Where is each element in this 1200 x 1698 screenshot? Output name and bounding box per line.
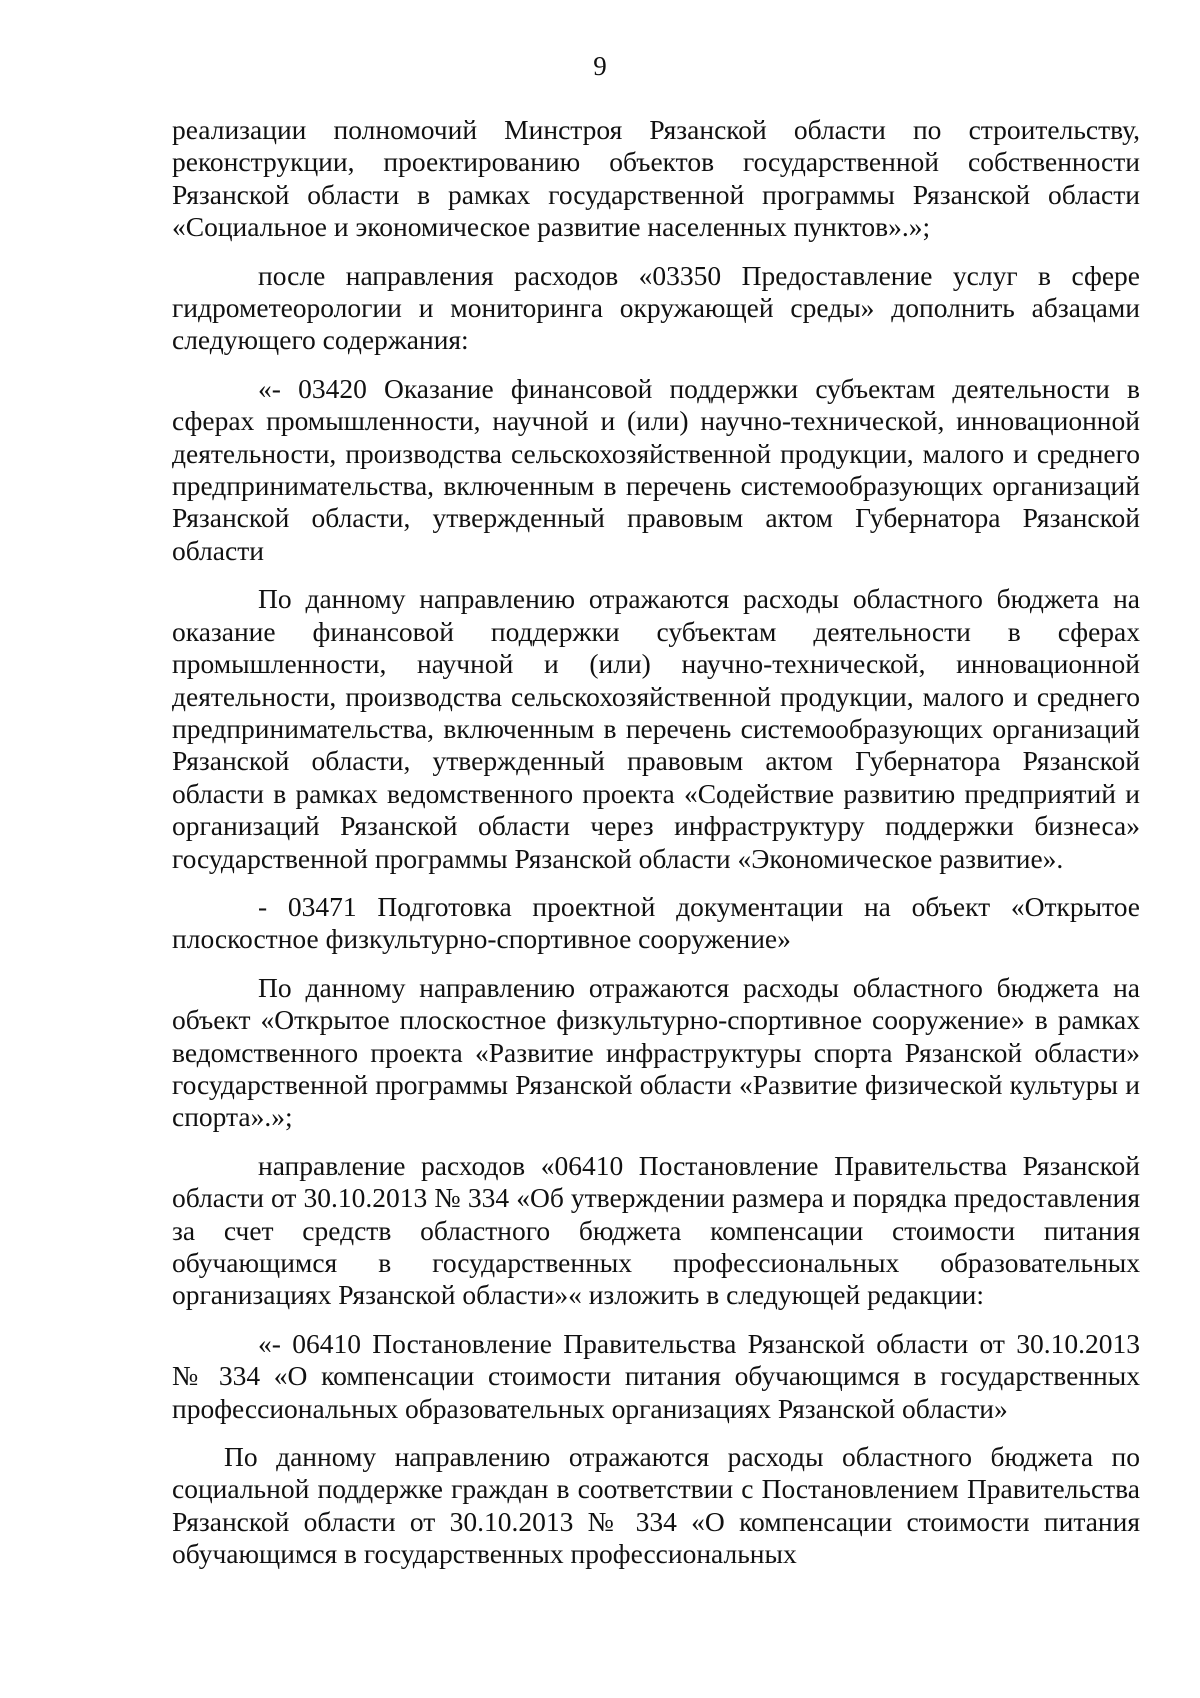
paragraph-3: «- 03420 Оказание финансовой поддержки субъектам деятельности в сферах промышленности, научной и (или) научно-технической, инновационной деятельности, производства сельскохозяйственной продукции, малого и среднего предпринимательства, включенным в перечень системообразующих организаций Рязанской области, утвержденный правовым актом Губернатора Рязанской области bbox=[172, 372, 1140, 566]
paragraph-2: после направления расходов «03350 Предоставление услуг в сфере гидрометеорологии и мониторинга окружающей среды» дополнить абзацами следующего содержания: bbox=[172, 259, 1140, 356]
paragraph-4: По данному направлению отражаются расходы областного бюджета на оказание финансовой поддержки субъектам деятельности в сферах промышленности, научной и (или) научно-технической, инновационной деятельности, производства сельскохозяйственной продукции, малого и среднего предпринимательства, включенным в перечень системообразующих организаций Рязанской области, утвержденный правовым актом Губернатора Рязанской области в рамках ведомственного проекта «Содействие развитию предприятий и организаций Рязанской области через инфраструктуру поддержки бизнеса» государственной программы Рязанской области «Экономическое развитие». bbox=[172, 583, 1140, 874]
document-body bbox=[172, 114, 1140, 1571]
paragraph-8: «- 06410 Постановление Правительства Рязанской области от 30.10.2013 № 334 «О компенсации стоимости питания обучающимся в государственных профессиональных образовательных организациях Рязанской области» bbox=[172, 1327, 1140, 1424]
paragraph-5: - 03471 Подготовка проектной документации на объект «Открытое плоскостное физкультурно-спортивное сооружение» bbox=[172, 890, 1140, 955]
paragraph-6: По данному направлению отражаются расходы областного бюджета на объект «Открытое плоскостное физкультурно-спортивное сооружение» в рамках ведомственного проекта «Развитие инфраструктуры спорта Рязанской области» государственной программы Рязанской области «Развитие физической культуры и спорта».»; bbox=[172, 971, 1140, 1133]
paragraph-9: По данному направлению отражаются расходы областного бюджета по социальной поддержке граждан в соответствии с Постановлением Правительства Рязанской области от 30.10.2013 № 334 «О компенсации стоимости питания обучающимся в государственных профессиональных bbox=[172, 1441, 1140, 1570]
paragraph-1: реализации полномочий Минстроя Рязанской области по строительству, реконструкции, проектированию объектов государственной собственности Рязанской области в рамках государственной программы Рязанской области «Социальное и экономическое развитие населенных пунктов».»; bbox=[172, 114, 1140, 243]
page-number: 9 bbox=[593, 51, 607, 81]
paragraph-7: направление расходов «06410 Постановление Правительства Рязанской области от 30.10.2013 № 334 «Об утверждении размера и порядка предоставления за счет средств областного бюджета компенсации стоимости питания обучающимся в государственных профессиональных образовательных организациях Рязанской области»« изложить в следующей редакции: bbox=[172, 1149, 1140, 1311]
